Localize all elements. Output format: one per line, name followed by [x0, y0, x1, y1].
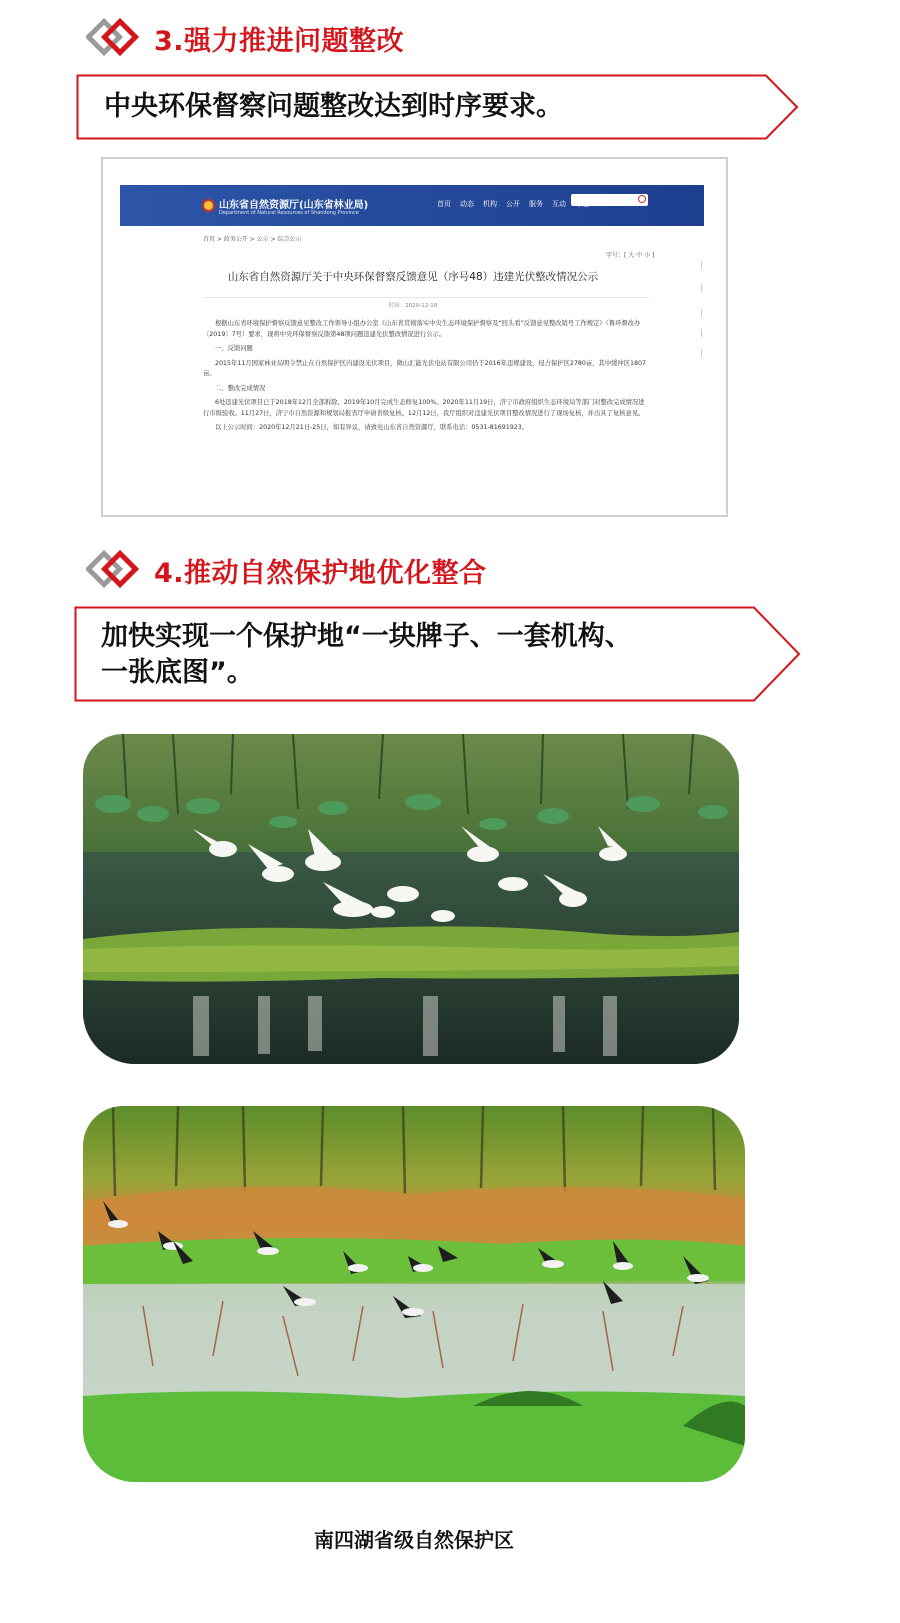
nav-item-news[interactable]: 动态 [460, 200, 474, 208]
side-tool-mark [701, 329, 704, 337]
site-search-input[interactable] [571, 194, 648, 206]
photo-caption: 南四湖省级自然保护区 [314, 1528, 514, 1552]
side-tool-mark [701, 309, 704, 317]
section-4-banner [74, 606, 802, 702]
stilts-wetland-photo [83, 1106, 745, 1482]
section-4-banner-line-1: 加快实现一个保护地“一块牌子、一套机构、 [101, 621, 632, 652]
document-screenshot [101, 157, 728, 517]
egrets-lake-photo [83, 734, 739, 1064]
section-4-banner-line-2: 一张底图”。 [101, 657, 254, 688]
doc-paragraph: 根据山东省环境保护督察反馈意见整改工作领导小组办公室《山东省贯彻落实中央生态环境保护督察及“回头看”反馈意见整改销号工作规定》（鲁环督改办〔2019〕7号）要求，现将中央环保督察反馈第48项问题违建光伏整改情况进行公示。 [203, 320, 641, 338]
side-tool-mark [701, 349, 704, 357]
doc-subheading: 一、反馈问题 [215, 345, 253, 352]
doc-paragraph: 2015年11月国家林业局明令禁止在自然保护区内建设光伏项目，微山汇能光伏电站有限公司仍于2016年违规建设，侵占保护区2780亩，其中缓冲区1807亩。 [203, 359, 647, 377]
doc-paragraph: 以上公示时间：2020年12月21日-25日，如有异议，请致电山东省自然资源厅，联系电话：0531-81691923。 [215, 424, 529, 431]
site-subtitle: Department of Natural Resources of Shandong Province [219, 210, 359, 216]
side-tool-mark [701, 284, 704, 292]
section-3-banner-text: 中央环保督察问题整改达到时序要求。 [104, 91, 563, 122]
document-body [203, 319, 649, 438]
nav-item-home[interactable]: 首页 [437, 200, 451, 208]
diamond-logo-icon [86, 18, 144, 58]
nav-item-interact[interactable]: 互动 [552, 200, 566, 208]
nav-item-org[interactable]: 机构 [483, 200, 497, 208]
document-heading: 山东省自然资源厅关于中央环保督察反馈意见（序号48）违建光伏整改情况公示 [227, 271, 599, 283]
doc-paragraph: 6处违建光伏项目已于2018年12月全部拆除，2019年10月完成生态修复100%。2020年11月19日，济宁市政府组织生态环境局等部门对整改完成情况进行市级验收。11月27日，济宁市自然资源和规划局报省厅申请省级复核。12月12日，我厅组织对违建光伏项目整改情况进行了现场复核，并出具了复核意见。 [203, 399, 645, 417]
section-3-title: 3.强力推进问题整改 [154, 25, 405, 57]
section-4-title: 4.推动自然保护地优化整合 [154, 557, 487, 589]
site-nav [437, 199, 589, 209]
heading-divider [203, 297, 649, 298]
section-3-header [86, 18, 404, 58]
search-icon[interactable] [638, 195, 646, 203]
emblem-icon [202, 199, 215, 212]
nav-item-service[interactable]: 服务 [529, 200, 543, 208]
section-3-banner [76, 74, 800, 140]
document-date: 时间：2020-12-18 [388, 303, 438, 309]
side-tool-mark [701, 261, 704, 269]
font-size-switch[interactable]: 字号：[ 大 中 小 ] [606, 252, 655, 259]
section-4-header [86, 550, 487, 590]
breadcrumb[interactable]: 首页 > 政务公开 > 公示 > 综合公示 [203, 236, 302, 243]
site-header [120, 185, 704, 226]
site-name: 山东省自然资源厅(山东省林业局) [219, 200, 369, 211]
diamond-logo-icon [86, 550, 144, 590]
nav-item-open[interactable]: 公开 [506, 200, 520, 208]
doc-subheading: 二、整改完成情况 [215, 384, 266, 392]
